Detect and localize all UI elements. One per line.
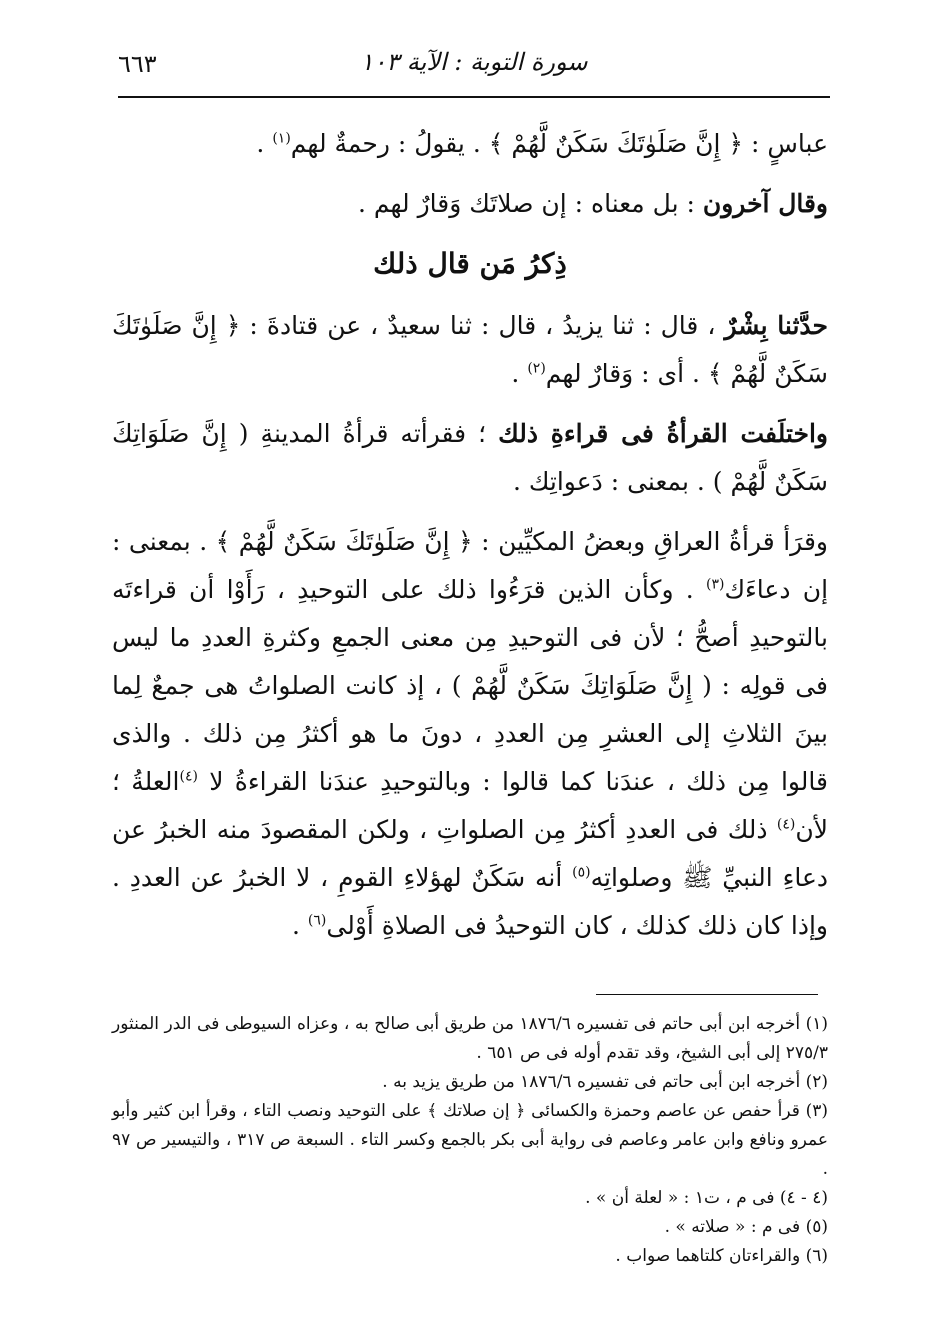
footnote-marker-6: (٦) bbox=[307, 912, 327, 929]
footnote-marker-4a: (٤) bbox=[179, 768, 198, 785]
page-number: ٦٦٣ bbox=[118, 50, 157, 78]
paragraph-lead: حدَّثنا بِشْرٌ bbox=[724, 311, 828, 340]
paragraph-lead: وقال آخرون bbox=[702, 189, 828, 218]
page-header bbox=[118, 44, 830, 90]
footnote-marker-5: (٥) bbox=[572, 864, 591, 881]
footnote-6: (٦) والقراءتان كلتاهما صواب . bbox=[615, 1246, 828, 1266]
footnote-1: (١) أخرجه ابن أبى حاتم فى تفسيره ١٨٧٦/٦ من طريق أبى صالح به ، وعزاه السيوطى فى الدر المنثور ٢٧٥/٣ إلى أبى الشيخ، وقد تقدم أوله فى ص ٦٥١ . bbox=[112, 1014, 829, 1063]
paragraph-lead: واختلَفت القرأةُ فى قراءةِ ذلك bbox=[498, 419, 828, 448]
section-heading: ذِكرُ مَن قال ذلك bbox=[373, 247, 567, 280]
footnote-marker-1: (١) bbox=[272, 130, 291, 147]
footnote-4: (٤ - ٤) فى م ، ت١ : « لعلة أن » . bbox=[585, 1188, 828, 1208]
paragraph-2: وقال آخرون : بل معناه : إن صلاتَك وَقارٌ لهم . bbox=[357, 189, 828, 218]
main-text bbox=[112, 120, 828, 962]
footnote-marker-4b: (٤) bbox=[776, 816, 796, 833]
footnote-rule bbox=[596, 994, 818, 995]
footnote-2: (٢) أخرجه ابن أبى حاتم فى تفسيره ١٨٧٦/٦ من طريق يزيد به . bbox=[382, 1072, 828, 1092]
footnotes bbox=[112, 1010, 828, 1271]
footnote-marker-3: (٣) bbox=[705, 576, 725, 593]
footnote-marker-2: (٢) bbox=[527, 360, 546, 377]
running-title: سورة التوبة : الآية ١٠٣ bbox=[360, 48, 588, 76]
paragraph-1: عباسٍ : ﴿ إِنَّ صَلَوٰتَكَ سَكَنٌ لَّهُمْ ﴾ . يقولُ : رحمةٌ لهم$^{(١)}$ . bbox=[256, 129, 828, 158]
header-rule bbox=[118, 96, 830, 98]
paragraph-5: وقرَأ قرأةُ العراقِ وبعضُ المكيِّين : ﴿ إِنَّ صَلَوٰتَكَ سَكَنٌ لَّهُمْ ﴾ . بمعنى : إن دعاءَك$^{(٣)}$ . وكأن الذين قرَءُوا ذلك على التوحيدِ ، رَأَوْا أن قراءتَه بالتوحيدِ أصحُّ ؛ لأن فى التوحيدِ مِن معنى الجمعِ وكثرةِ العددِ ما ليس فى قولِه : ( إِنَّ صَلَوَاتِكَ سَكَنٌ لَّهُمْ ) ، إذ كانت الصلواتُ هى جمعٌ لِما بينَ الثلاثِ إلى العشرِ مِن العددِ ، دونَ ما هو أكثرُ مِن ذلك . والذى قالوا مِن ذلك ، عندَنا كما قالوا : وبالتوحيدِ عندَنا القراءةُ لا $^{(٤)}$العلةُ ؛ لأن$^{(٤)}$ ذلك فى العددِ أكثرُ مِن الصلواتِ ، ولكن المقصودَ منه الخبرُ عن دعاءِ النبيِّ ﷺ وصلواتِه$^{(٥)}$ أنه سَكَنٌ لهؤلاءِ القومِ ، لا الخبرُ عن العددِ . وإذا كان ذلك كذلك ، كان التوحيدُ فى الصلاةِ أَوْلى$^{(٦)}$ . bbox=[112, 527, 829, 940]
footnote-5: (٥) فى م : « صلاته » . bbox=[664, 1217, 828, 1237]
paragraph-3: حدَّثنا بِشْرٌ ، قال : ثنا يزيدُ ، قال : ثنا سعيدٌ ، عن قتادةَ : ﴿ إِنَّ صَلَوٰتَكَ سَكَنٌ لَّهُمْ ﴾ . أى : وَقارٌ لهم$^{(٢)}$ . bbox=[112, 311, 828, 388]
footnote-3: (٣) قرأ حفص عن عاصم وحمزة والكسائى ﴿ إن صلاتك ﴾ على التوحيد ونصب التاء ، وقرأ ابن كثير وأبو عمرو ونافع وابن عامر وعاصم فى رواية أبى بكر بالجمع وكسر التاء . السبعة ص ٣١٧ ، والتيسير ص ٩٧ . bbox=[112, 1101, 829, 1179]
paragraph-4: واختلَفت القرأةُ فى قراءةِ ذلك ؛ فقرأته قرأةُ المدينةِ ( إِنَّ صَلَوَاتِكَ سَكَنٌ لَّهُمْ ) . بمعنى : دَعواتِك . bbox=[112, 419, 828, 496]
